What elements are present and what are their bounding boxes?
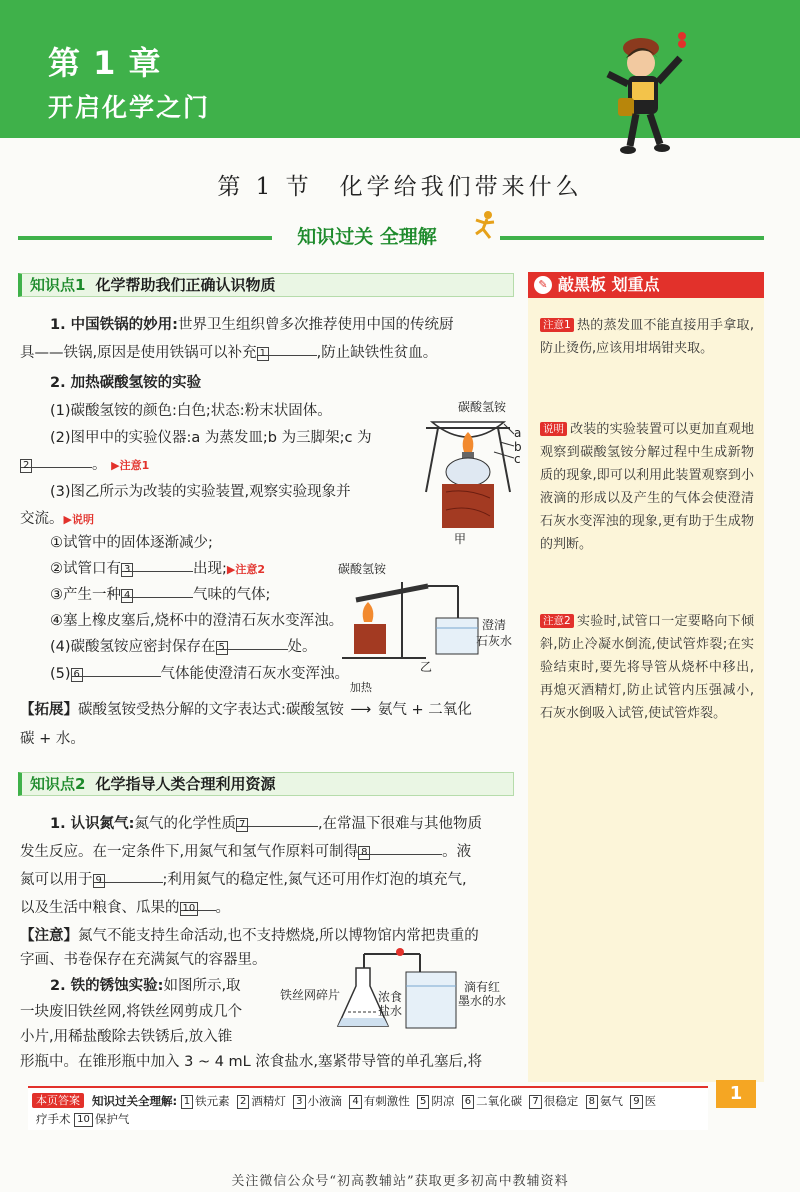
ext-heading: 【拓展】 [20, 702, 78, 718]
para-text: 氨气 + 二氧化 [377, 702, 472, 718]
page-number: 1 [716, 1080, 756, 1108]
figure-label-ink-1: 滴有红 [464, 980, 501, 994]
sidebar-note-2 [540, 418, 754, 556]
figure-label-mesh: 铁丝网碎片 [280, 988, 341, 1002]
para-heading: 1. 中国铁锅的妙用: [50, 317, 178, 333]
kp-label: 知识点1 [30, 276, 86, 294]
para-text: 世界卫生组织曾多次推荐使用中国的传统厨 [177, 317, 454, 333]
figure-label-limewater-1: 澄清 [482, 618, 507, 632]
figure-label-ammonium: 碳酸氢铵 [338, 562, 387, 576]
blank-number: 10 [180, 902, 199, 916]
figure-caption-jia: 甲 [454, 532, 467, 546]
kp1-para2-heading [50, 369, 201, 397]
note-ref: ▶说明 [63, 513, 94, 526]
knowledge-point-1-header [18, 273, 514, 297]
figure-label-a: a [514, 426, 522, 440]
kp1-step-3 [50, 581, 270, 609]
blank-number: 1 [257, 347, 269, 361]
kp2-nitrogen-line4: 以及生活中粮食、瓜果的 10 。 [20, 894, 230, 922]
para-text: 出现; [193, 561, 227, 577]
kp-label: 知识点2 [30, 775, 86, 793]
answer-item: 1 铁元素 [181, 1094, 230, 1108]
blank-number: 9 [93, 874, 105, 888]
para-text: 具——铁锅,原因是使用铁锅可以补充 [20, 345, 257, 361]
para-text: 氮可以用于 [20, 872, 93, 888]
kp1-line-3: 2 。 ▶注意1 [20, 451, 149, 480]
answer-blank-9[interactable] [93, 866, 163, 886]
para-text: 处。 [287, 639, 317, 655]
note-text: 热的蒸发皿不能直接用手拿取,防止烫伤,应该用坩埚钳夹取。 [540, 318, 754, 356]
para-text: ②试管口有 [50, 561, 121, 577]
figure-label-c: c [514, 452, 521, 466]
kp2-rust-line1 [50, 972, 241, 1000]
para-text: (4)碳酸氢铵应密封保存在 [50, 639, 216, 655]
kp2-rust-line3: 小片,用稀盐酸除去铁锈后,放入锥 [20, 1029, 233, 1045]
para-text: ③产生一种 [50, 587, 121, 603]
para-text: 以及生活中粮食、瓜果的 [20, 900, 180, 916]
figure-label-limewater-2: 石灰水 [476, 634, 513, 648]
reaction-arrow: 加热 ⟶ [344, 696, 378, 724]
para-text: 。液 [442, 844, 472, 860]
figure-yi-modified-setup [336, 562, 516, 672]
para-text: ;利用氮气的稳定性,氮气还可用作灯泡的填充气, [162, 872, 467, 888]
para-text: 气味的气体; [193, 587, 271, 603]
figure-jia-evaporation-setup [418, 392, 528, 546]
answer-badge: 本页答案 [32, 1093, 84, 1108]
kp2-nitrogen-line2 [20, 838, 471, 866]
answer-item: 2 酒精灯 [237, 1094, 286, 1108]
answer-blank-6[interactable] [71, 660, 161, 680]
blank-number: 5 [216, 641, 228, 655]
figure-label-brine-2: 盐水 [378, 1004, 403, 1018]
answer-item: 8 氨气 [586, 1094, 623, 1108]
figure-label-ink-2: 墨水的水 [458, 994, 507, 1008]
kp2-rust-line2: 一块废旧铁丝网,将铁丝网剪成几个 [20, 1004, 243, 1020]
figure-rust-experiment [280, 942, 520, 1042]
blank-number: 8 [358, 846, 370, 860]
kp1-extension-line2: 碳 + 水。 [20, 731, 85, 747]
kp2-nitrogen-line3 [20, 866, 467, 894]
note-ref: ▶注意2 [226, 563, 266, 576]
kp1-para1-line2 [20, 339, 437, 367]
chapter-title: 开启化学之门 [48, 93, 211, 122]
kp1-para1-line1 [50, 311, 453, 339]
note-tag: 说明 [540, 422, 567, 436]
answer-blank-2[interactable] [20, 451, 92, 471]
cartoon-character-illustration [596, 18, 696, 163]
kp1-step-1: ①试管中的固体逐渐减少; [50, 535, 213, 551]
kp1-line-2: (2)图甲中的实验仪器:a 为蒸发皿;b 为三脚架;c 为 [50, 430, 372, 446]
para-heading: 2. 加热碳酸氢铵的实验 [50, 375, 202, 391]
answer-line-2: 疗手术 10 保护气 [36, 1112, 130, 1126]
kp1-step-4: ④塞上橡皮塞后,烧杯中的澄清石灰水变浑浊。 [50, 613, 344, 629]
para-text: (5) [50, 666, 71, 682]
reaction-condition: 加热 [349, 681, 372, 694]
note-ref: ▶注意1 [111, 459, 150, 472]
answer-item: 5 阴凉 [417, 1094, 454, 1108]
kp-title: 化学指导人类合理利用资源 [95, 775, 276, 793]
kp2-rust-line4: 形瓶中。在锥形瓶中加入 3 ~ 4 mL 浓食盐水,塞紧带导管的单孔塞后,将 [20, 1054, 483, 1070]
running-figure-icon [472, 210, 498, 240]
knowledge-point-2-header [18, 772, 514, 796]
bottom-promo-note: 关注微信公众号“初高教辅站”获取更多初高中教辅资料 [231, 1174, 569, 1189]
para-text: 氮气的化学性质 [134, 816, 236, 832]
section-title: 第 1 节 化学给我们带来什么 [217, 174, 583, 200]
para-heading: 1. 认识氮气: [50, 816, 135, 832]
answer-blank-8[interactable] [358, 838, 442, 858]
blank-number: 7 [236, 818, 248, 832]
answer-blank-7[interactable] [236, 810, 318, 830]
blank-number: 6 [71, 668, 83, 682]
para-text: 气体能使澄清石灰水变浑浊。 [160, 666, 350, 682]
notice-heading: 【注意】 [20, 928, 78, 944]
kp1-line-1: (1)碳酸氢铵的颜色:白色;状态:粉末状固体。 [50, 403, 332, 419]
sidebar-note-3 [540, 610, 754, 725]
note-tag: 注意2 [540, 614, 574, 628]
answer-blank-10[interactable] [180, 894, 216, 914]
note-tag: 注意1 [540, 318, 574, 332]
sidebar-title: 敲黑板 划重点 [528, 272, 764, 298]
answer-blank-5[interactable] [216, 633, 288, 653]
para-text: 如图所示,取 [163, 978, 241, 994]
figure-caption-yi: 乙 [420, 660, 433, 674]
note-text: 改装的实验装置可以更加直观地观察到碳酸氢铵分解过程中生成新物质的现象,即可以利用此装置观察到小液滴的形成以及产生的气体会使澄清石灰水变浑浊的现象,更有助于生成物的判断。 [540, 422, 754, 552]
answer-item: 4 有刺激性 [349, 1094, 409, 1108]
kp1-extension-line1 [20, 681, 472, 724]
figure-label-brine-1: 浓食 [378, 990, 403, 1004]
answer-item: 3 小液滴 [293, 1094, 342, 1108]
kp1-line-7 [50, 660, 349, 688]
band-title: 知识过关 全理解 [272, 222, 462, 249]
blank-number: 4 [121, 589, 133, 603]
para-text: 交流。 [20, 511, 64, 527]
answer-item: 9 医 [630, 1094, 656, 1108]
para-text: 发生反应。在一定条件下,用氮气和氢气作原料可制得 [20, 844, 359, 860]
note-text: 实验时,试管口一定要略向下倾斜,防止冷凝水倒流,使试管炸裂;在实验结束时,要先将导管从烧杯中移出,再熄灭酒精灯,防止试管内压强减小,石灰水倒吸入试管,使试管炸裂。 [540, 614, 754, 721]
para-text: 氮气不能支持生命活动,也不支持燃烧,所以博物馆内常把贵重的 [78, 928, 479, 944]
answer-blank-4[interactable] [121, 581, 193, 601]
figure-label-ammonium: 碳酸氢铵 [458, 400, 507, 414]
answer-lead: 知识过关全理解: [92, 1094, 178, 1108]
kp1-line-4: (3)图乙所示为改装的实验装置,观察实验现象并 [50, 484, 351, 500]
para-text: ,防止缺铁性贫血。 [316, 345, 438, 361]
kp1-step-2 [50, 555, 265, 584]
answer-line-1 [92, 1092, 656, 1110]
answer-item: 7 很稳定 [529, 1094, 578, 1108]
kp2-notice-line2: 字画、书卷保存在充满氮气的容器里。 [20, 952, 267, 968]
answer-item: 6 二氧化碳 [462, 1094, 522, 1108]
para-heading: 2. 铁的锈蚀实验: [50, 978, 164, 994]
blank-number: 2 [20, 459, 32, 473]
para-text: 碳酸氢铵受热分解的文字表达式:碳酸氢铵 [78, 702, 344, 718]
blank-number: 3 [121, 563, 133, 577]
kp1-line-6 [50, 633, 317, 661]
para-text: ,在常温下很难与其他物质 [317, 816, 483, 832]
answer-blank-1[interactable] [257, 339, 317, 359]
figure-label-b: b [514, 440, 522, 454]
kp-title: 化学帮助我们正确认识物质 [95, 276, 276, 294]
sidebar-note-1 [540, 314, 754, 360]
chapter-number: 第 1 章 [48, 44, 162, 82]
sidebar-logo-icon: ✎ [534, 276, 552, 294]
answer-blank-3[interactable] [121, 555, 193, 575]
kp2-nitrogen-line1 [50, 810, 482, 838]
